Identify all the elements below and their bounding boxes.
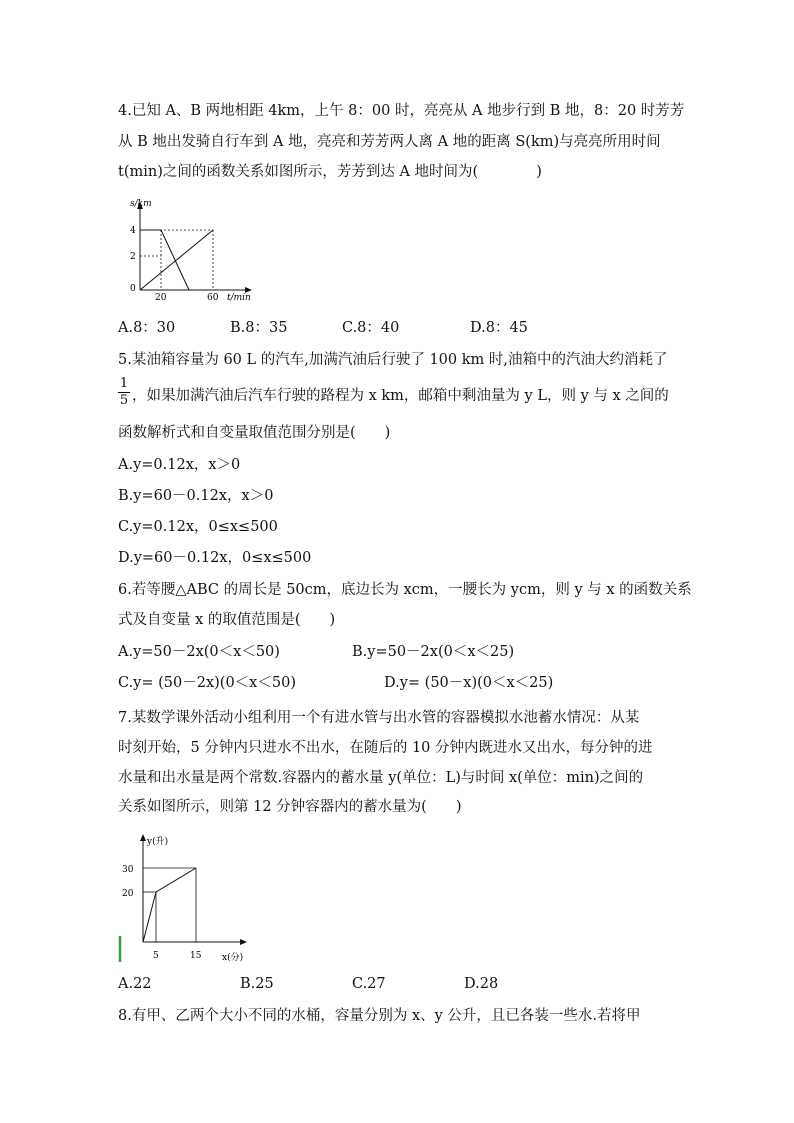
- q6-line-1: 6.若等腰△ABC 的周长是 50cm，底边长为 xcm，一腰长为 ycm，则 y 与 x 的函数关系: [118, 582, 692, 598]
- q7-x-axis-label: x(分): [222, 953, 244, 963]
- q6-option-c[interactable]: C.y= (50－2x)(0＜x＜50): [118, 675, 296, 691]
- q8-line-1: 8.有甲、乙两个大小不同的水桶，容量分别为 x、y 公升，且已各装一些水.若将甲: [118, 1008, 641, 1024]
- q7-x-tick-15: 15: [190, 951, 202, 961]
- q7-option-c[interactable]: C.27: [352, 976, 386, 992]
- q7-line-4: 关系如图所示，则第 12 分钟容器内的蓄水量为( ): [118, 799, 462, 815]
- q4-y-axis-label: s/km: [130, 199, 152, 209]
- q7-line-2: 时刻开始，5 分钟内只进水不出水，在随后的 10 分钟内既进水又出水，每分钟的进: [118, 740, 653, 756]
- q7-y-tick-20: 20: [122, 889, 134, 899]
- q4-x-axis-label: t/min: [227, 293, 251, 303]
- q4-graph: [118, 196, 258, 308]
- q5-fraction-denominator: 5: [119, 393, 129, 408]
- q4-option-d[interactable]: D.8：45: [470, 320, 528, 336]
- q5-option-c[interactable]: C.y=0.12x，0≤x≤500: [118, 519, 278, 535]
- q6-option-b[interactable]: B.y=50－2x(0＜x＜25): [352, 644, 515, 660]
- q4-line-1: 4.已知 A、B 两地相距 4km，上午 8：00 时，亮亮从 A 地步行到 B 地，8：20 时芳芳: [118, 103, 685, 119]
- q7-y-arrow: [140, 834, 146, 841]
- q6-line-2: 式及自变量 x 的取值范围是( ): [118, 612, 336, 628]
- q7-option-d[interactable]: D.28: [464, 976, 499, 992]
- q4-y-tick-4: 4: [130, 226, 136, 236]
- q4-line-2: 从 B 地出发骑自行车到 A 地，亮亮和芳芳两人离 A 地的距离 S(km)与亮亮所用时间: [118, 134, 661, 150]
- q5-option-d[interactable]: D.y=60－0.12x，0≤x≤500: [118, 550, 312, 566]
- q4-option-c[interactable]: C.8：40: [342, 320, 400, 336]
- q7-x-arrow: [240, 939, 247, 945]
- q7-segment-1: [143, 892, 156, 942]
- q5-line-3: 函数解析式和自变量取值范围分别是( ): [118, 425, 391, 441]
- q4-x-tick-60: 60: [207, 293, 219, 303]
- q5-fraction: [118, 377, 130, 408]
- q7-graph: [116, 830, 256, 965]
- q4-liangliang-line: [140, 230, 213, 290]
- q5-fraction-numerator: 1: [119, 376, 129, 391]
- q7-option-b[interactable]: B.25: [240, 976, 274, 992]
- q7-y-tick-30: 30: [122, 865, 134, 875]
- q7-segment-2: [156, 868, 196, 892]
- q5-line-1: 5.某油箱容量为 60 L 的汽车,加满汽油后行驶了 100 km 时,油箱中的汽油大约消耗了: [118, 352, 668, 368]
- q7-line-3: 水量和出水量是两个常数.容器内的蓄水量 y(单位：L)与时间 x(单位：min)之间的: [118, 770, 644, 786]
- q7-option-a[interactable]: A.22: [118, 976, 152, 992]
- q7-y-axis-label: y(升): [147, 837, 169, 847]
- q7-line-1: 7.某数学课外活动小组利用一个有进水管与出水管的容器模拟水池蓄水情况：从某: [118, 710, 640, 726]
- q4-option-a[interactable]: A.8：30: [118, 320, 176, 336]
- q4-fangfang-line: [161, 230, 189, 290]
- q5-option-a[interactable]: A.y=0.12x，x＞0: [118, 457, 241, 473]
- q4-y-tick-2: 2: [130, 252, 136, 262]
- q6-option-d[interactable]: D.y= (50－x)(0＜x＜25): [384, 675, 554, 691]
- q4-option-b[interactable]: B.8：35: [230, 320, 288, 336]
- q4-line-3: t(min)之间的函数关系如图所示，芳芳到达 A 地时间为( ): [118, 164, 542, 180]
- q5-option-b[interactable]: B.y=60－0.12x，x＞0: [118, 488, 274, 504]
- q6-option-a[interactable]: A.y=50－2x(0＜x＜50): [118, 644, 280, 660]
- q7-x-tick-5: 5: [153, 951, 159, 961]
- q4-x-tick-20: 20: [155, 293, 167, 303]
- q4-origin-label: 0: [130, 284, 136, 294]
- q5-line-2: ，如果加满汽油后汽车行驶的路程为 x km，邮箱中剩油量为 y L，则 y 与 x 之间的: [132, 388, 669, 404]
